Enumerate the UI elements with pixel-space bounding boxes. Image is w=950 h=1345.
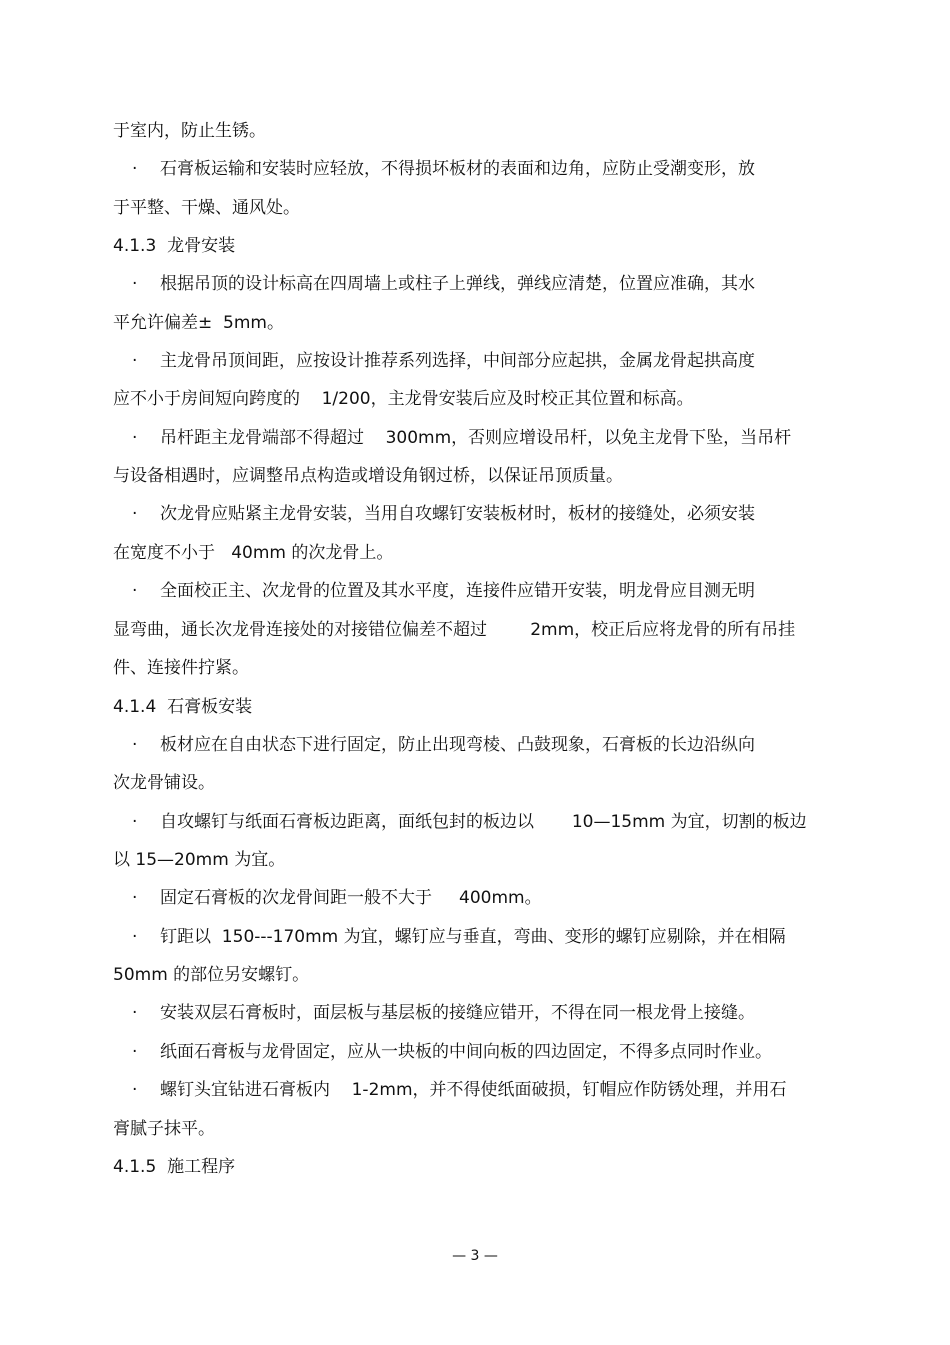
text-line: 件、连接件拧紧。 xyxy=(113,658,249,678)
text-line: 在宽度不小于 40mm 的次龙骨上。 xyxy=(113,543,394,563)
bullet: · xyxy=(132,927,138,947)
bullet: · xyxy=(132,1042,138,1062)
text-line: 次龙骨铺设。 xyxy=(113,773,215,793)
bullet: · xyxy=(132,812,138,832)
text-line: 自攻螺钉与纸面石膏板边距离，面纸包封的板边以 10—15mm 为宜，切割的板边 xyxy=(160,812,807,832)
text-line: 于平整、干燥、通风处。 xyxy=(113,198,300,218)
section-heading: 4.1.3 龙骨安装 xyxy=(113,236,236,256)
text-line: 次龙骨应贴紧主龙骨安装，当用自攻螺钉安装板材时，板材的接缝处，必须安装 xyxy=(160,504,755,524)
text-line: 主龙骨吊顶间距，应按设计推荐系列选择，中间部分应起拱，金属龙骨起拱高度 xyxy=(160,351,755,371)
section-heading: 4.1.5 施工程序 xyxy=(113,1157,236,1177)
text-line: 全面校正主、次龙骨的位置及其水平度，连接件应错开安装，明龙骨应目测无明 xyxy=(160,581,755,601)
text-line: 板材应在自由状态下进行固定，防止出现弯棱、凸鼓现象，石膏板的长边沿纵向 xyxy=(160,735,755,755)
bullet: · xyxy=(132,1080,138,1100)
bullet: · xyxy=(132,351,138,371)
text-line: 固定石膏板的次龙骨间距一般不大于 400mm。 xyxy=(160,888,542,908)
bullet: · xyxy=(132,581,138,601)
bullet: · xyxy=(132,504,138,524)
text-line: 于室内，防止生锈。 xyxy=(113,121,266,141)
text-line: 根据吊顶的设计标高在四周墙上或柱子上弹线，弹线应清楚，位置应准确，其水 xyxy=(160,274,755,294)
bullet: · xyxy=(132,888,138,908)
text-line: 与设备相遇时，应调整吊点构造或增设角钢过桥，以保证吊顶质量。 xyxy=(113,466,623,486)
text-line: 应不小于房间短向跨度的 1/200，主龙骨安装后应及时校正其位置和标高。 xyxy=(113,389,694,409)
text-line: 平允许偏差± 5mm。 xyxy=(113,313,284,333)
bullet: · xyxy=(132,274,138,294)
text-line: 吊杆距主龙骨端部不得超过 300mm，否则应增设吊杆，以免主龙骨下坠，当吊杆 xyxy=(160,428,792,448)
text-line: 膏腻子抹平。 xyxy=(113,1119,215,1139)
text-line: 钉距以 150---170mm 为宜，螺钉应与垂直，弯曲、变形的螺钉应剔除，并在相隔 xyxy=(160,927,786,947)
section-heading: 4.1.4 石膏板安装 xyxy=(113,697,253,717)
text-line: 安装双层石膏板时，面层板与基层板的接缝应错开，不得在同一根龙骨上接缝。 xyxy=(160,1003,755,1023)
text-line: 螺钉头宜钻进石膏板内 1-2mm，并不得使纸面破损，钉帽应作防锈处理，并用石 xyxy=(160,1080,787,1100)
bullet: · xyxy=(132,159,138,179)
text-line: 显弯曲，通长次龙骨连接处的对接错位偏差不超过 2mm，校正后应将龙骨的所有吊挂 xyxy=(113,620,796,640)
bullet: · xyxy=(132,1003,138,1023)
bullet: · xyxy=(132,735,138,755)
text-line: 纸面石膏板与龙骨固定，应从一块板的中间向板的四边固定，不得多点同时作业。 xyxy=(160,1042,772,1062)
text-line: 石膏板运输和安装时应轻放，不得损坏板材的表面和边角，应防止受潮变形，放 xyxy=(160,159,755,179)
text-line: 50mm 的部位另安螺钉。 xyxy=(113,965,310,985)
bullet: · xyxy=(132,428,138,448)
page-number: — 3 — xyxy=(452,1248,498,1264)
text-line: 以 15—20mm 为宜。 xyxy=(113,850,286,870)
